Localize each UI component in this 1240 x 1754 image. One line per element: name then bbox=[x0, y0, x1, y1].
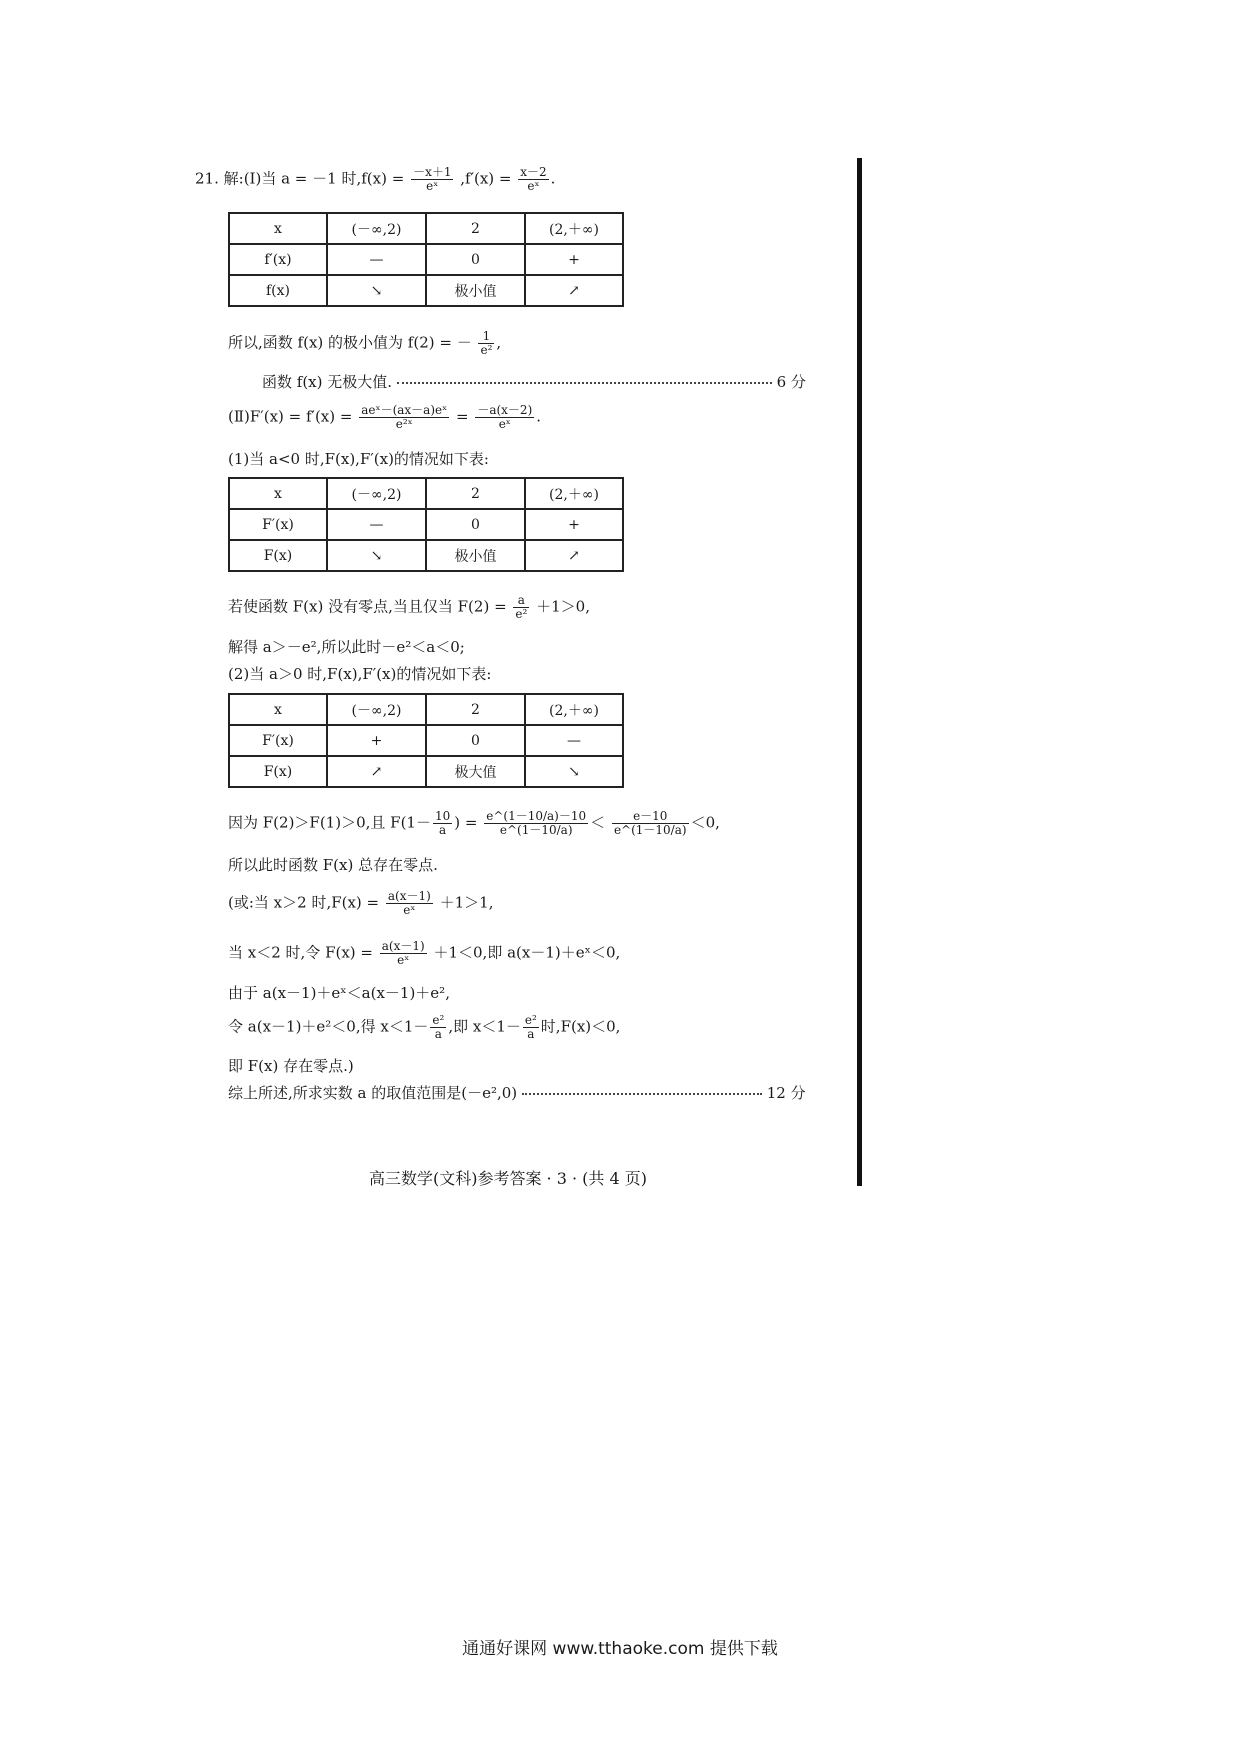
right-margin-bar bbox=[857, 158, 862, 1186]
leader-dots bbox=[522, 1093, 762, 1095]
problem-header: 21. 解:(Ⅰ)当 a = －1 时,f(x) = $\frac{-x+1}{\text{eˣ}}$ ,f′(x) = $\frac{x-2}{\text{eˣ}}$ . bbox=[195, 165, 556, 193]
variation-table-1 bbox=[228, 212, 624, 307]
cond-fraction: $\frac{a}{\text{e²}}$ bbox=[515, 593, 528, 621]
variation-table-2 bbox=[228, 477, 624, 572]
table-row: F(x) ↘ 极小值 ↗ bbox=[229, 540, 623, 571]
let2-fraction: $\frac{\text{e²}}{a}$ bbox=[524, 1013, 537, 1041]
s3-fraction: $\frac{e-10}{e\^{}(1-10/a)}$ bbox=[613, 809, 687, 837]
table-row: x (－∞,2) 2 (2,＋∞) bbox=[229, 213, 623, 244]
problem-number: 21. bbox=[195, 169, 219, 188]
alt-fraction: $\frac{a(x-1)}{\text{eˣ}}$ bbox=[387, 889, 431, 917]
let-fraction: $\frac{\text{e²}}{a}$ bbox=[432, 1013, 445, 1041]
exists-line: 所以此时函数 F(x) 总存在零点. bbox=[228, 856, 438, 874]
lt2-fraction: $\frac{a(x-1)}{\text{eˣ}}$ bbox=[381, 939, 425, 967]
score-badge: 6 分 bbox=[776, 373, 806, 391]
table-row: x (－∞,2) 2 (2,＋∞) bbox=[229, 694, 623, 725]
f-fraction: $\frac{-x+1}{\text{eˣ}}$ bbox=[413, 165, 452, 193]
min-fraction: $\frac{1}{\text{e²}}$ bbox=[480, 329, 493, 357]
s1-fraction: $\frac{10}{a}$ bbox=[434, 809, 451, 837]
table-row: x (－∞,2) 2 (2,＋∞) bbox=[229, 478, 623, 509]
d1-fraction: $\frac{\text{aeˣ－(ax－a)eˣ}}{\text{e²ˣ}}$ bbox=[361, 403, 448, 431]
since2-line: 由于 a(x－1)＋eˣ＜a(x－1)＋e², bbox=[228, 984, 450, 1002]
score-badge: 12 分 bbox=[766, 1084, 806, 1102]
lt2-line: 当 x＜2 时,令 F(x) = $\frac{a(x-1)}{\text{eˣ}}$ ＋1＜0,即 a(x－1)＋eˣ＜0, bbox=[228, 939, 621, 967]
table-row: F′(x) — 0 + bbox=[229, 509, 623, 540]
let-line: 令 a(x－1)＋e²＜0,得 x＜1－ $\frac{\text{e²}}{a}$ ,即 x＜1－ $\frac{\text{e²}}{a}$ 时,F(x)＜0, bbox=[228, 1013, 621, 1041]
case1-heading: (1)当 a<0 时,F(x),F′(x)的情况如下表: bbox=[228, 450, 489, 468]
no-max-line: 函数 f(x) 无极大值. 6 分 bbox=[262, 373, 806, 391]
alt-line: (或:当 x＞2 时,F(x) = $\frac{a(x-1)}{\text{eˣ}}$ ＋1＞1, bbox=[228, 889, 494, 917]
case1-solve: 解得 a＞－e²,所以此时－e²＜a＜0; bbox=[228, 638, 465, 656]
table-row: F′(x) + 0 — bbox=[229, 725, 623, 756]
case1-condition: 若使函数 F(x) 没有零点,当且仅当 F(2) = $\frac{a}{\text{e²}}$ ＋1＞0, bbox=[228, 593, 590, 621]
problem-intro: 解:(Ⅰ)当 a = －1 时,f(x) = bbox=[223, 169, 405, 188]
s2-fraction: $\frac{e\^{}(1-10/a)-10}{e\^{}(1-10/a)}$ bbox=[486, 809, 587, 837]
source-watermark: 通通好课网 www.tthaoke.com 提供下载 bbox=[462, 1639, 778, 1659]
fprime-fraction: $\frac{x-2}{\text{eˣ}}$ bbox=[520, 165, 547, 193]
d2-fraction: $\frac{-a(x-2)}{\text{eˣ}}$ bbox=[477, 403, 533, 431]
since-line: 因为 F(2)＞F(1)＞0,且 F(1－ $\frac{10}{a}$ ) = $\frac{e\^{}(1-10/a)-10}{e\^{}(1-10/a)}$ ＜ $\frac{e-10}{e\^{}(1-10/a)}$ ＜0, bbox=[228, 809, 720, 837]
min-value-line: 所以,函数 f(x) 的极小值为 f(2) = － $\frac{1}{\text{e²}}$ , bbox=[228, 329, 502, 357]
table-row: f(x) ↘ 极小值 ↗ bbox=[229, 275, 623, 306]
variation-table-3 bbox=[228, 693, 624, 788]
table-row: f′(x) — 0 + bbox=[229, 244, 623, 275]
leader-dots bbox=[397, 382, 772, 384]
conclusion-line: 综上所述,所求实数 a 的取值范围是(－e²,0) 12 分 bbox=[228, 1084, 806, 1102]
zero-line: 即 F(x) 存在零点.) bbox=[228, 1057, 354, 1075]
table-row: F(x) ↗ 极大值 ↘ bbox=[229, 756, 623, 787]
page-footer: 高三数学(文科)参考答案 · 3 · (共 4 页) bbox=[368, 1169, 648, 1188]
part2-derivative: (Ⅱ)F′(x) = f′(x) = $\frac{\text{aeˣ－(ax－a)eˣ}}{\text{e²ˣ}}$ = $\frac{-a(x-2)}{\text{eˣ}}$ . bbox=[228, 403, 542, 431]
case2-heading: (2)当 a＞0 时,F(x),F′(x)的情况如下表: bbox=[228, 665, 492, 683]
